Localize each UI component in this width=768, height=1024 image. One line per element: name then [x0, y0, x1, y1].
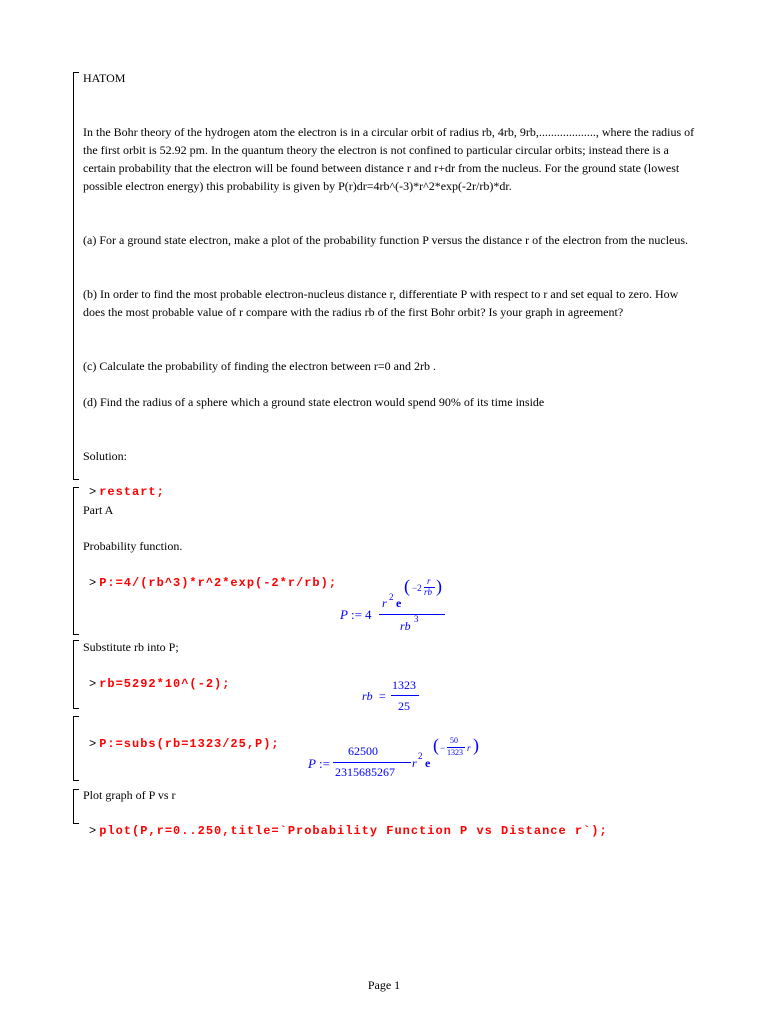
- output-rb-eq: =: [379, 689, 386, 703]
- output-coef: 4: [365, 607, 372, 622]
- restart-code: restart;: [99, 485, 165, 499]
- section-bracket-1: [73, 72, 74, 480]
- output-p-num: 62500: [348, 744, 378, 758]
- part-c-question: (c) Calculate the probability of finding the electron between r=0 and 2rb .: [83, 359, 436, 373]
- part-a-question: (a) For a ground state electron, make a plot of the probability function P versus the distance r of the electron from the nucleus.: [83, 233, 689, 247]
- plot-label: Plot graph of P vs r: [83, 788, 176, 802]
- prompt-symbol: >: [89, 677, 97, 691]
- output-assign: :=: [351, 607, 362, 622]
- prompt-symbol: >: [89, 824, 97, 838]
- output-rb-den: 25: [398, 699, 410, 713]
- exponent-paren-left: (: [404, 576, 410, 596]
- probability-function-label: Probability function.: [83, 539, 183, 553]
- part-a-label: Part A: [83, 503, 114, 517]
- exponent-num: r: [427, 576, 431, 586]
- exp2-paren-left: (: [433, 735, 439, 755]
- intro-paragraph: In the Bohr theory of the hydrogen atom the electron is in a circular orbit of radius rb, 4rb, 9rb,..................., where the radius of the first orbit is 52.92 pm. In the quantum theory the electron is not confined to particular circular orbits; instead there is a certain probability that the electron will be found between distance r and r+dr from the nucleus. For the ground state (lowest possible electron energy) this probability is given by P(r)dr=4rb^(-3)*r^2*exp(-2r/rb)*dr.: [83, 125, 695, 193]
- exp2-r: r: [467, 743, 471, 753]
- output-lhs: P: [340, 607, 348, 622]
- substitute-label: Substitute rb into P;: [83, 640, 179, 654]
- section-bracket-5: [73, 789, 74, 824]
- part-d-question: (d) Find the radius of a sphere which a ground state electron would spend 90% of its time inside: [83, 395, 545, 409]
- prompt-symbol: >: [89, 576, 97, 590]
- rb-command[interactable]: [83, 656, 230, 693]
- section-bracket-2: [73, 487, 74, 635]
- output-p-frac-line: [333, 762, 411, 763]
- output-p-lhs: P: [308, 756, 316, 771]
- restart-command[interactable]: [83, 464, 165, 501]
- output-p-expression: [340, 574, 450, 636]
- exp2-num: 50: [450, 736, 458, 745]
- define-p-command[interactable]: [83, 555, 337, 592]
- plot-command[interactable]: [83, 803, 608, 840]
- output-den-exponent: 3: [414, 614, 419, 624]
- output-p-r: r: [412, 756, 417, 770]
- output-rb-frac-line: [391, 695, 419, 696]
- exp2-minus: −: [440, 743, 446, 753]
- rb-code: rb=5292*10^(-2);: [99, 677, 231, 691]
- output-r-exponent: 2: [389, 592, 394, 602]
- exponent-paren-right: ): [436, 576, 442, 596]
- solution-label: Solution:: [83, 449, 128, 463]
- section-bracket-3: [73, 640, 74, 709]
- subs-code: P:=subs(rb=1323/25,P);: [99, 737, 280, 751]
- document-title: HATOM: [83, 71, 126, 85]
- part-b-question: (b) In order to find the most probable electron-nucleus distance r, differentiate P with respect to r and set equal to zero. How does the most probable value of r compare with the radius rb of the first Bohr orbit? Is your graph in agreement?: [83, 287, 679, 319]
- output-p-assign: :=: [319, 756, 330, 771]
- output-p-substituted: [308, 735, 483, 785]
- section-bracket-4: [73, 716, 74, 781]
- define-p-code: P:=4/(rb^3)*r^2*exp(-2*r/rb);: [99, 576, 338, 590]
- output-p-r-exp: 2: [418, 751, 423, 761]
- output-rb-num: 1323: [392, 678, 416, 692]
- output-rb-value: [362, 678, 432, 718]
- output-p-den: 2315685267: [335, 765, 395, 779]
- plot-code: plot(P,r=0..250,title=`Probability Function P vs Distance r`);: [99, 824, 608, 838]
- output-p-e: e: [425, 756, 431, 770]
- exponent-coef: −2: [412, 583, 422, 593]
- prompt-symbol: >: [89, 737, 97, 751]
- output-rb-lhs: rb: [362, 689, 373, 703]
- exponent-den: rb: [424, 587, 433, 597]
- exp2-paren-right: ): [473, 735, 479, 755]
- exp2-den: 1323: [447, 748, 463, 757]
- subs-command[interactable]: [83, 716, 280, 753]
- page-number: Page 1: [367, 978, 401, 992]
- main-frac-line: [379, 614, 445, 615]
- output-r: r: [382, 596, 387, 610]
- prompt-symbol: >: [89, 485, 97, 499]
- output-e: e: [396, 596, 402, 610]
- output-den: rb: [400, 619, 411, 633]
